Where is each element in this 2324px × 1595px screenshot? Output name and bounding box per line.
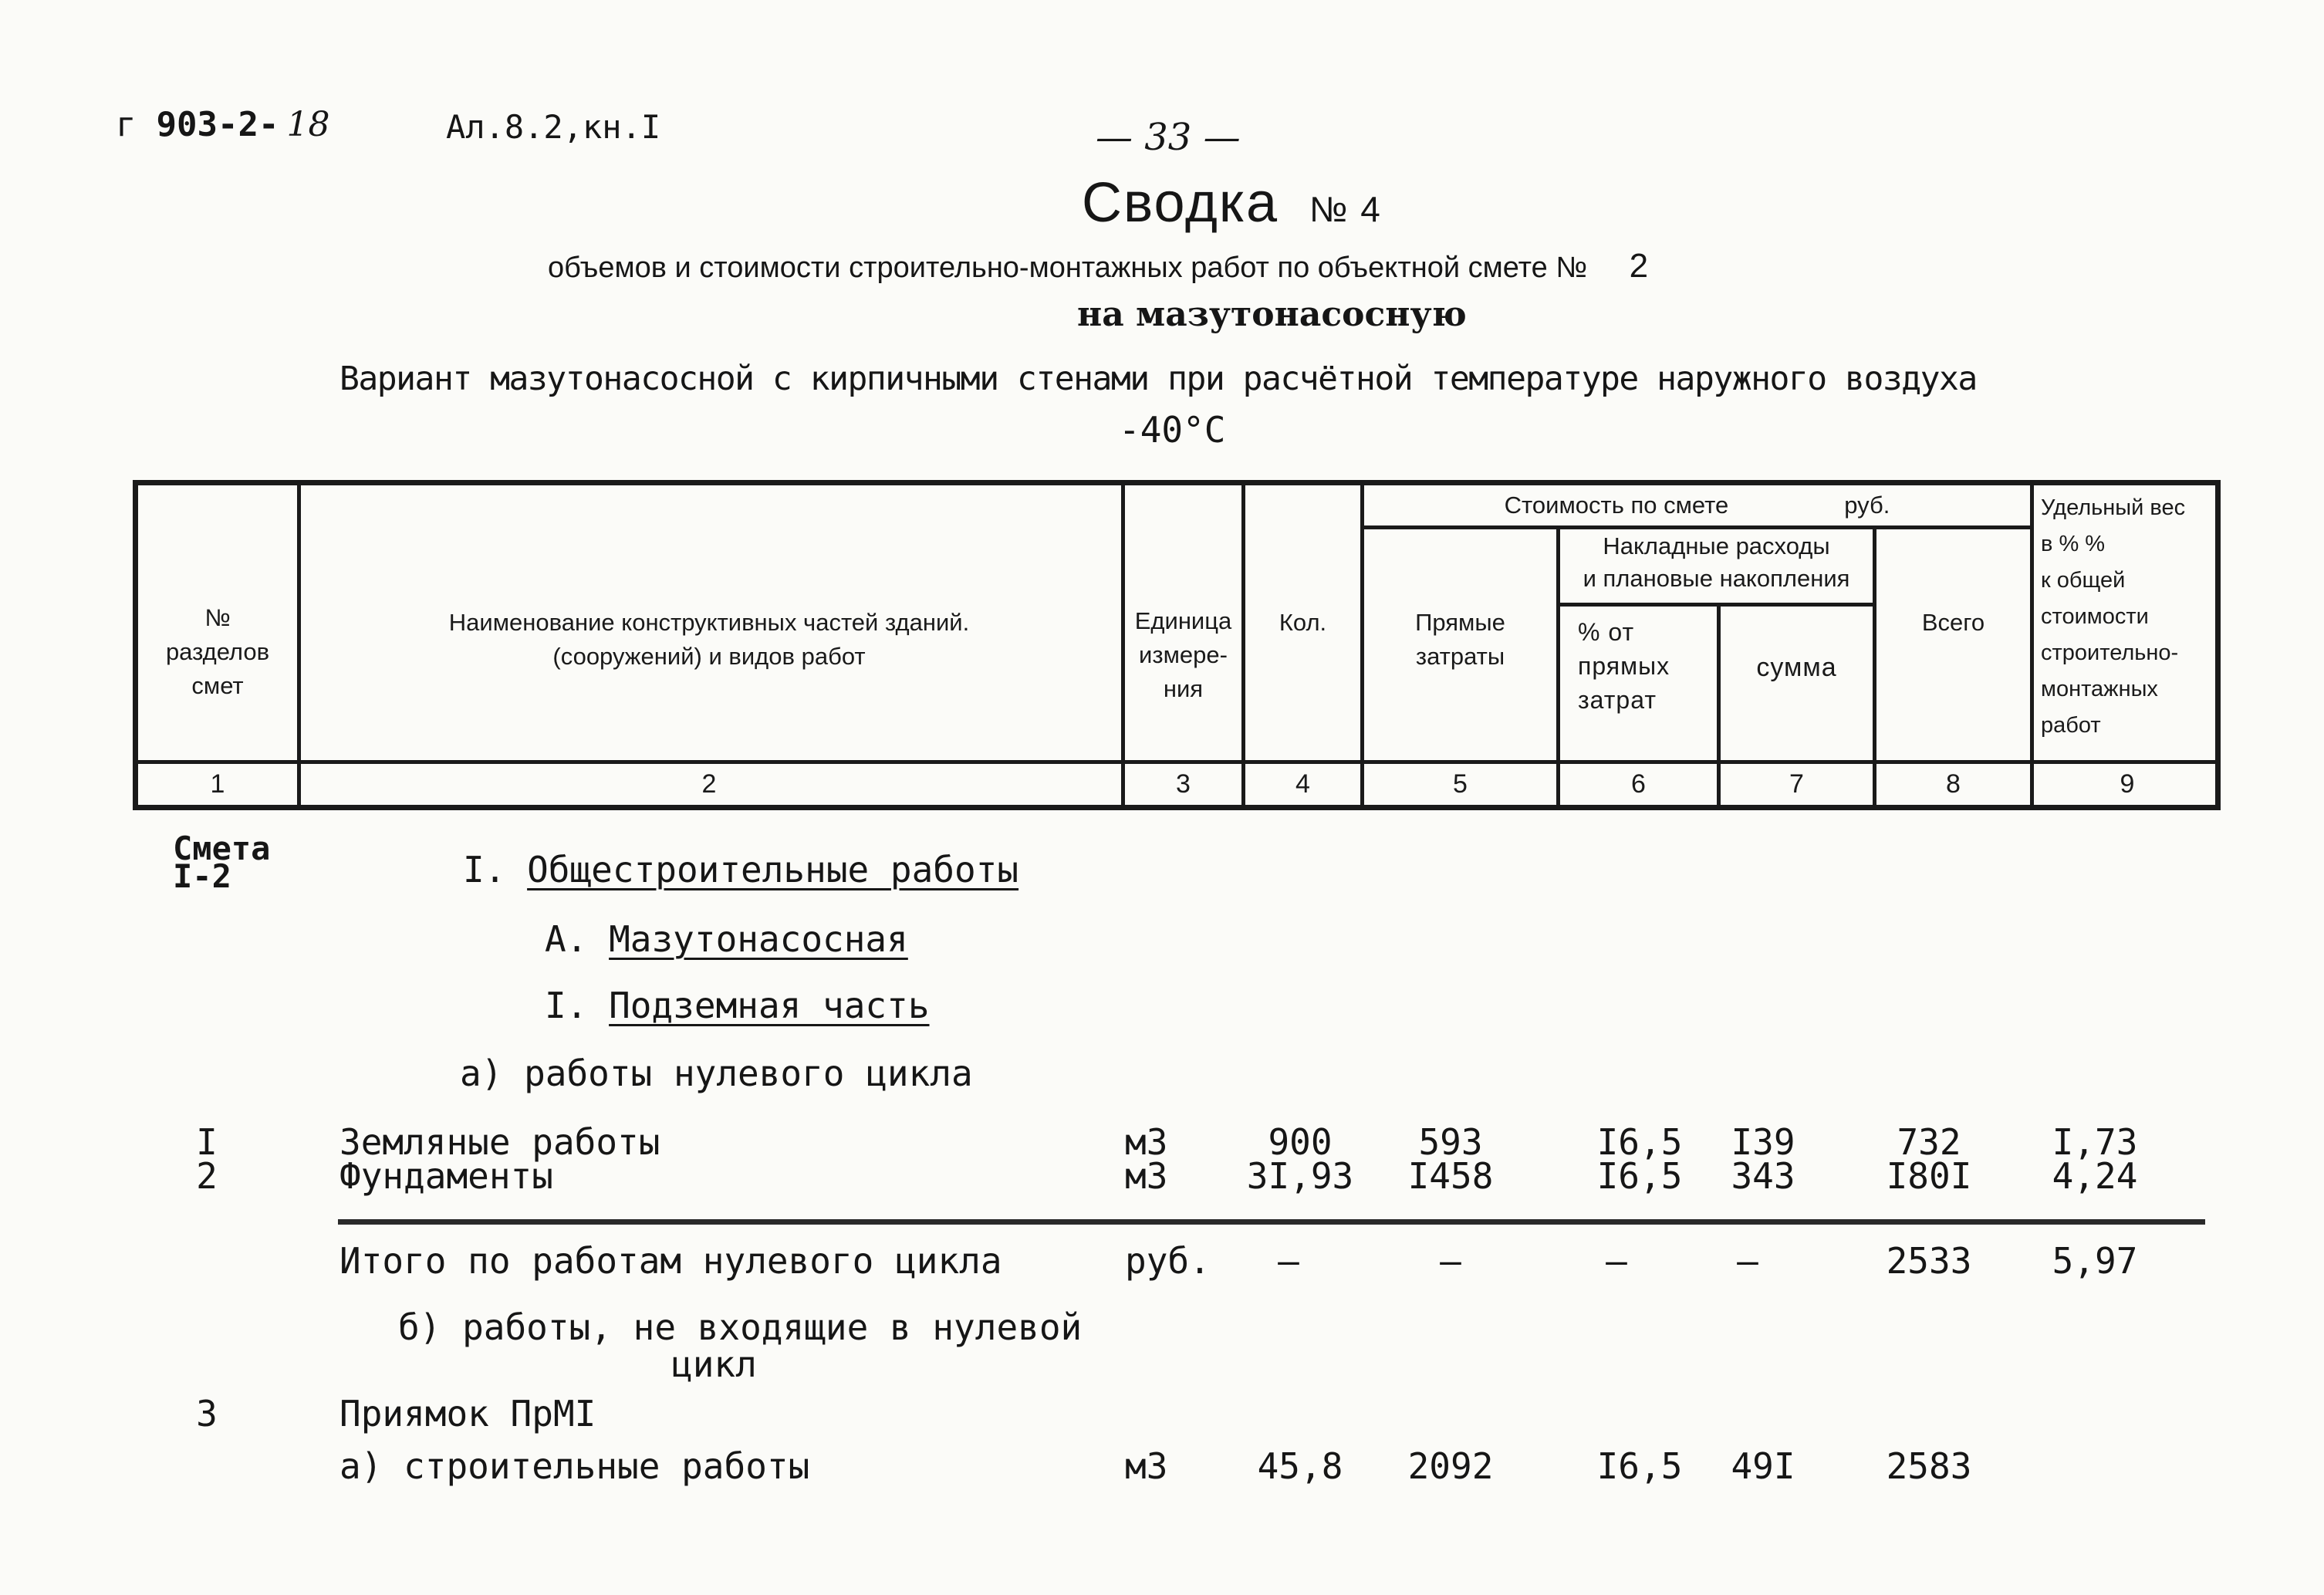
header-unit: Единица измере- ния bbox=[1134, 607, 1232, 702]
row-number: I bbox=[196, 1121, 218, 1163]
col-number: 9 bbox=[2120, 769, 2135, 799]
row-direct: I458 bbox=[1407, 1155, 1494, 1197]
header-overhead-sum: сумма bbox=[1756, 653, 1837, 682]
col-number: 1 bbox=[210, 769, 225, 799]
code-handwritten: 18 bbox=[286, 105, 330, 144]
col-divider bbox=[2030, 485, 2034, 805]
col-number: 2 bbox=[701, 769, 717, 799]
doc-title bbox=[1082, 171, 1382, 235]
row-divider bbox=[138, 760, 2215, 764]
row-unit: м3 bbox=[1125, 1445, 1168, 1487]
row-total: 732 bbox=[1897, 1121, 1961, 1163]
doc-subtitle-text: объемов и стоимости строительно-монтажных работ по объектной смете № bbox=[548, 252, 1588, 284]
header-total: Всего bbox=[1921, 609, 1985, 636]
album-reference: Ал.8.2,кн.I bbox=[446, 108, 661, 146]
subsection-non-zero-cycle: б) работы, не входящие в нулевой цикл bbox=[398, 1306, 1083, 1385]
row-sum: I39 bbox=[1731, 1121, 1795, 1163]
row-unit: м3 bbox=[1125, 1155, 1168, 1197]
header-direct-costs: Прямые затраты bbox=[1415, 609, 1505, 670]
row-unit: м3 bbox=[1125, 1121, 1168, 1163]
subtotal-rule bbox=[338, 1219, 2205, 1225]
row-pct: I6,5 bbox=[1596, 1155, 1683, 1197]
subtotal-direct: – bbox=[1440, 1240, 1461, 1282]
header-overhead: Накладные расходы и плановые накопления bbox=[1583, 532, 1850, 592]
doc-title-number: № 4 bbox=[1309, 189, 1382, 229]
object-name: на мазутонасосную bbox=[1077, 295, 1467, 334]
row-pct: I6,5 bbox=[1596, 1445, 1683, 1487]
section-general-construction: I. Общестроительные работы bbox=[463, 849, 1019, 890]
subtotal-qty: – bbox=[1278, 1240, 1299, 1282]
header-quantity: Кол. bbox=[1279, 609, 1327, 636]
row-total: I80I bbox=[1886, 1155, 1972, 1197]
row-divider bbox=[1556, 603, 1874, 607]
row-sum: 49I bbox=[1731, 1445, 1795, 1487]
header-section-number: № разделов смет bbox=[165, 604, 270, 699]
subtotal-unit: руб. bbox=[1125, 1240, 1211, 1282]
doc-subtitle-number: 2 bbox=[1629, 247, 1649, 285]
subtotal-name: Итого по работам нулевого цикла bbox=[339, 1240, 1002, 1282]
variant-line-2: -40°С bbox=[1119, 409, 1226, 451]
row-direct: 593 bbox=[1418, 1121, 1483, 1163]
row-qty: 45,8 bbox=[1257, 1445, 1343, 1487]
row-sum: 343 bbox=[1731, 1155, 1795, 1197]
col-divider bbox=[1241, 485, 1245, 805]
row-direct: 2092 bbox=[1407, 1445, 1494, 1487]
subtotal-sum: – bbox=[1737, 1240, 1758, 1282]
row-pct: I6,5 bbox=[1596, 1121, 1683, 1163]
table-header bbox=[133, 480, 2221, 810]
row-name: Приямок ПрМI bbox=[339, 1393, 596, 1434]
section-underground-part: I. Подземная часть bbox=[545, 985, 930, 1026]
section-fuel-pump-station: А. Мазутонасосная bbox=[545, 918, 908, 960]
col-number: 6 bbox=[1631, 769, 1646, 799]
row-weight: 4,24 bbox=[2052, 1155, 2138, 1197]
col-number: 8 bbox=[1946, 769, 1961, 799]
doc-title-main: Сводка bbox=[1082, 172, 1279, 234]
subtotal-weight: 5,97 bbox=[2052, 1240, 2138, 1282]
subtotal-pct: – bbox=[1606, 1240, 1627, 1282]
col-number: 3 bbox=[1176, 769, 1191, 799]
variant-line-1: Вариант мазутонасосной с кирпичными стенами при расчётной температуре наружного воздуха bbox=[339, 360, 1977, 398]
code-prefix: г bbox=[116, 105, 137, 144]
row-qty: 3I,93 bbox=[1246, 1155, 1354, 1197]
row-name: Земляные работы bbox=[339, 1121, 660, 1163]
col-number: 4 bbox=[1295, 769, 1310, 799]
header-overhead-percent: % от прямых затрат bbox=[1578, 618, 1670, 714]
row-qty: 900 bbox=[1268, 1121, 1333, 1163]
header-work-name: Наименование конструктивных частей зданий. (сооружений) и видов работ bbox=[448, 609, 970, 670]
row-name: Фундаменты bbox=[339, 1155, 553, 1197]
header-cost-group: Стоимость по смете руб. bbox=[1504, 492, 1890, 519]
subtotal-total: 2533 bbox=[1886, 1240, 1972, 1282]
estimate-label: Смета I-2 bbox=[173, 830, 271, 895]
col-number: 7 bbox=[1789, 769, 1804, 799]
subsection-zero-cycle: а) работы нулевого цикла bbox=[460, 1053, 973, 1094]
code-number: 903-2- bbox=[156, 105, 279, 144]
row-number: 2 bbox=[196, 1155, 218, 1197]
row-subname: а) строительные работы bbox=[339, 1445, 810, 1487]
row-number: 3 bbox=[196, 1393, 218, 1434]
row-total: 2583 bbox=[1886, 1445, 1972, 1487]
col-number: 5 bbox=[1453, 769, 1468, 799]
header-weight-percent: Удельный вес в % % к общей стоимости строительно- монтажных работ bbox=[2041, 495, 2186, 738]
doc-subtitle bbox=[548, 247, 1648, 286]
row-weight: I,73 bbox=[2052, 1121, 2138, 1163]
document-code bbox=[116, 105, 329, 144]
page-number: — 33 — bbox=[1096, 116, 1241, 159]
row-divider bbox=[1360, 525, 2030, 529]
